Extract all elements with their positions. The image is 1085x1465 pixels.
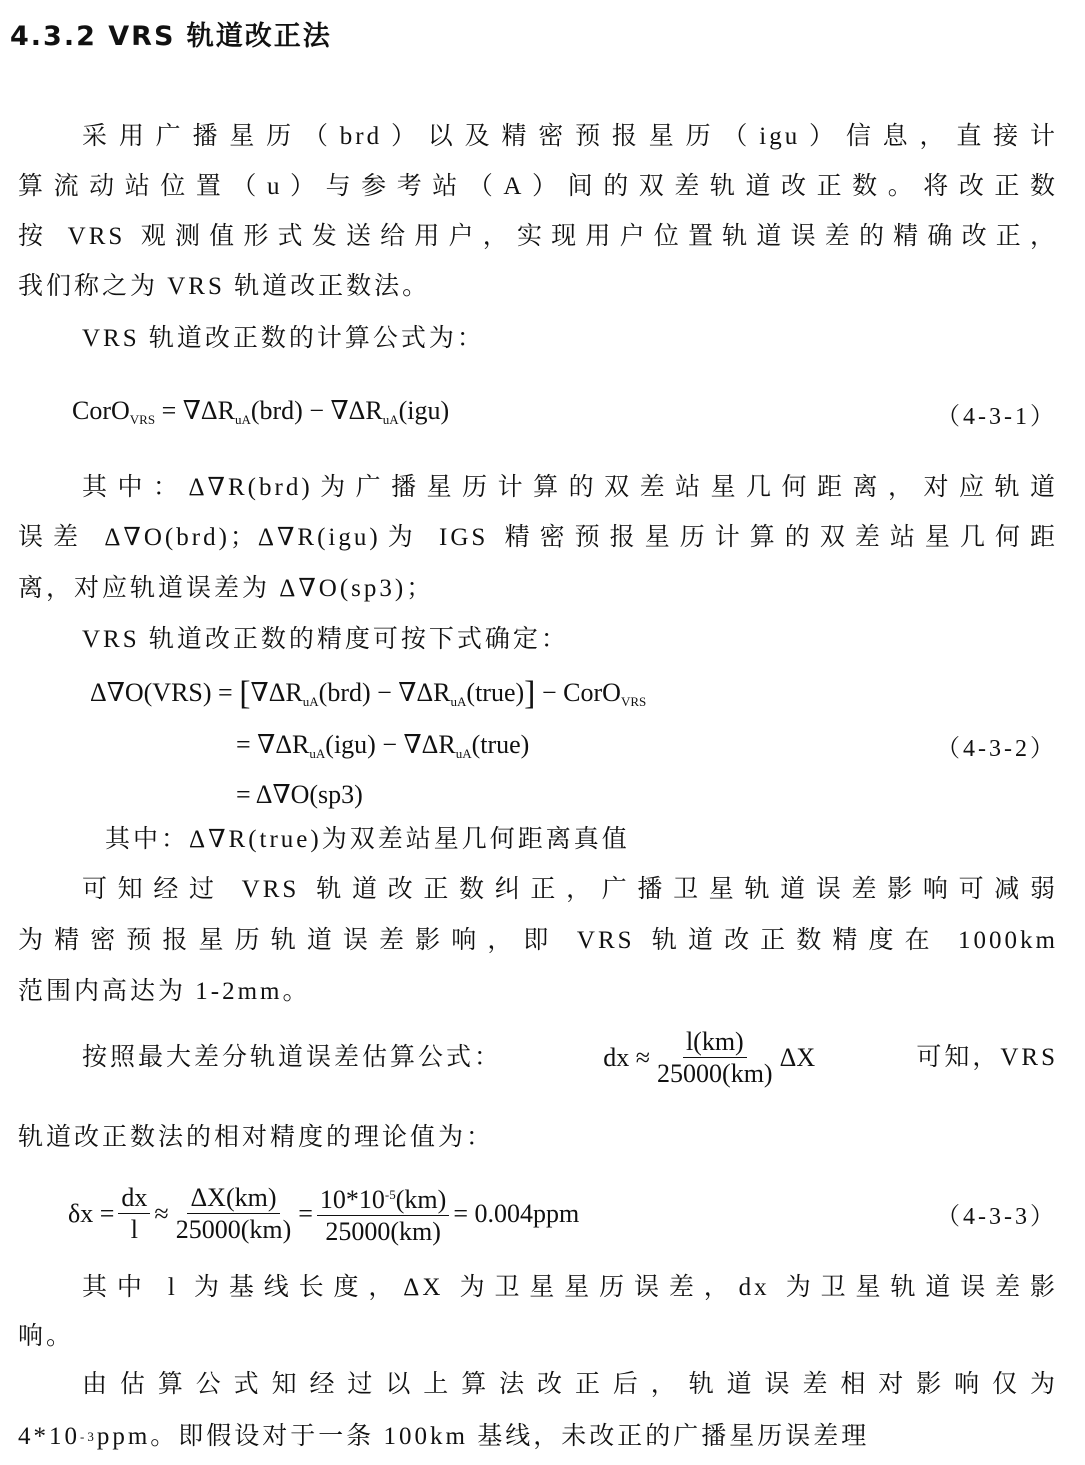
paragraph-line: 响。 bbox=[18, 1323, 75, 1350]
equation-number: （4-3-3） bbox=[936, 1204, 1057, 1230]
equation-4-3-3: δx = $\frac{dx}{l}$ ≈ $\frac{\Delta X(km)}{25000(km)}$ = $\frac{10*10^{-5}(km)}{25000(km)}$ = 0.004ppm bbox=[68, 1180, 579, 1248]
paragraph-line: VRS 轨道改正数的精度可按下式确定： bbox=[82, 626, 569, 653]
paragraph-line: VRS 轨道改正数的计算公式为： bbox=[82, 325, 485, 352]
paragraph-line: 误差 Δ∇O(brd)；Δ∇R(igu)为 IGS 精密预报星历计算的双差站星几何距 bbox=[18, 524, 1058, 551]
equation-4-3-1: CorO$_{VRS}$ = $\nabla\Delta R_{uA}(brd) - \nabla\Delta R_{uA}(igu)$ bbox=[72, 396, 450, 427]
paragraph-line: 其中 l 为基线长度，ΔX 为卫星星历误差，dx 为卫星轨道误差影 bbox=[82, 1274, 1058, 1301]
equation-number: （4-3-1） bbox=[936, 404, 1057, 430]
paragraph-line: 按 VRS 观测值形式发送给用户，实现用户位置轨道误差的精确改正， bbox=[18, 223, 1058, 250]
paragraph-line: 其中：Δ∇R(brd)为广播星历计算的双差站星几何距离，对应轨道 bbox=[82, 474, 1058, 501]
equation-4-3-2-line1: $\Delta\nabla O(VRS) = [\nabla\Delta R_{uA}(brd)$ − $\nabla\Delta R_{uA}(true)$] − CorO$_{VRS}$ bbox=[90, 675, 647, 712]
paragraph-line: 为精密预报星历轨道误差影响，即 VRS 轨道改正数精度在 1000km bbox=[18, 927, 1058, 954]
equation-4-3-2-line3: = Δ∇O(sp3) bbox=[236, 780, 363, 809]
section-heading: 4.3.2 VRS 轨道改正法 bbox=[10, 21, 332, 52]
paragraph-line: 可知经过 VRS 轨道改正数纠正，广播卫星轨道误差影响可减弱 bbox=[82, 876, 1058, 903]
paragraph-line: 离，对应轨道误差为 Δ∇O(sp3)； bbox=[18, 575, 435, 602]
paragraph-line: 采用广播星历（brd）以及精密预报星历（igu）信息，直接计 bbox=[82, 123, 1058, 150]
paragraph-line: 轨道改正数法的相对精度的理论值为： bbox=[18, 1124, 495, 1151]
paragraph-line: 其中：Δ∇R(true)为双差站星几何距离真值 bbox=[105, 826, 630, 853]
paragraph-line: 范围内高达为 1-2mm。 bbox=[18, 978, 311, 1005]
paragraph-line: 我们称之为 VRS 轨道改正数法。 bbox=[18, 273, 431, 300]
paragraph-line: 由估算公式知经过以上算法改正后，轨道误差相对影响仅为 bbox=[82, 1371, 1058, 1398]
paragraph-line: 算流动站位置（u）与参考站（A）间的双差轨道改正数。将改正数 bbox=[18, 173, 1058, 200]
paragraph-line: 4*10 -3 ppm。即假设对于一条 100km 基线，未改正的广播星历误差理 bbox=[18, 1423, 870, 1450]
equation-4-3-2-line2: = $\nabla\Delta R_{uA}(igu)$ − $\nabla\Delta R_{uA}(true)$ bbox=[236, 730, 530, 761]
estimation-formula-line: 按照最大差分轨道误差估算公式： dx ≈ $\frac{l(km)}{25000(km)}$ ΔX 可知，VRS bbox=[82, 1026, 1058, 1088]
equation-number: （4-3-2） bbox=[936, 736, 1057, 762]
